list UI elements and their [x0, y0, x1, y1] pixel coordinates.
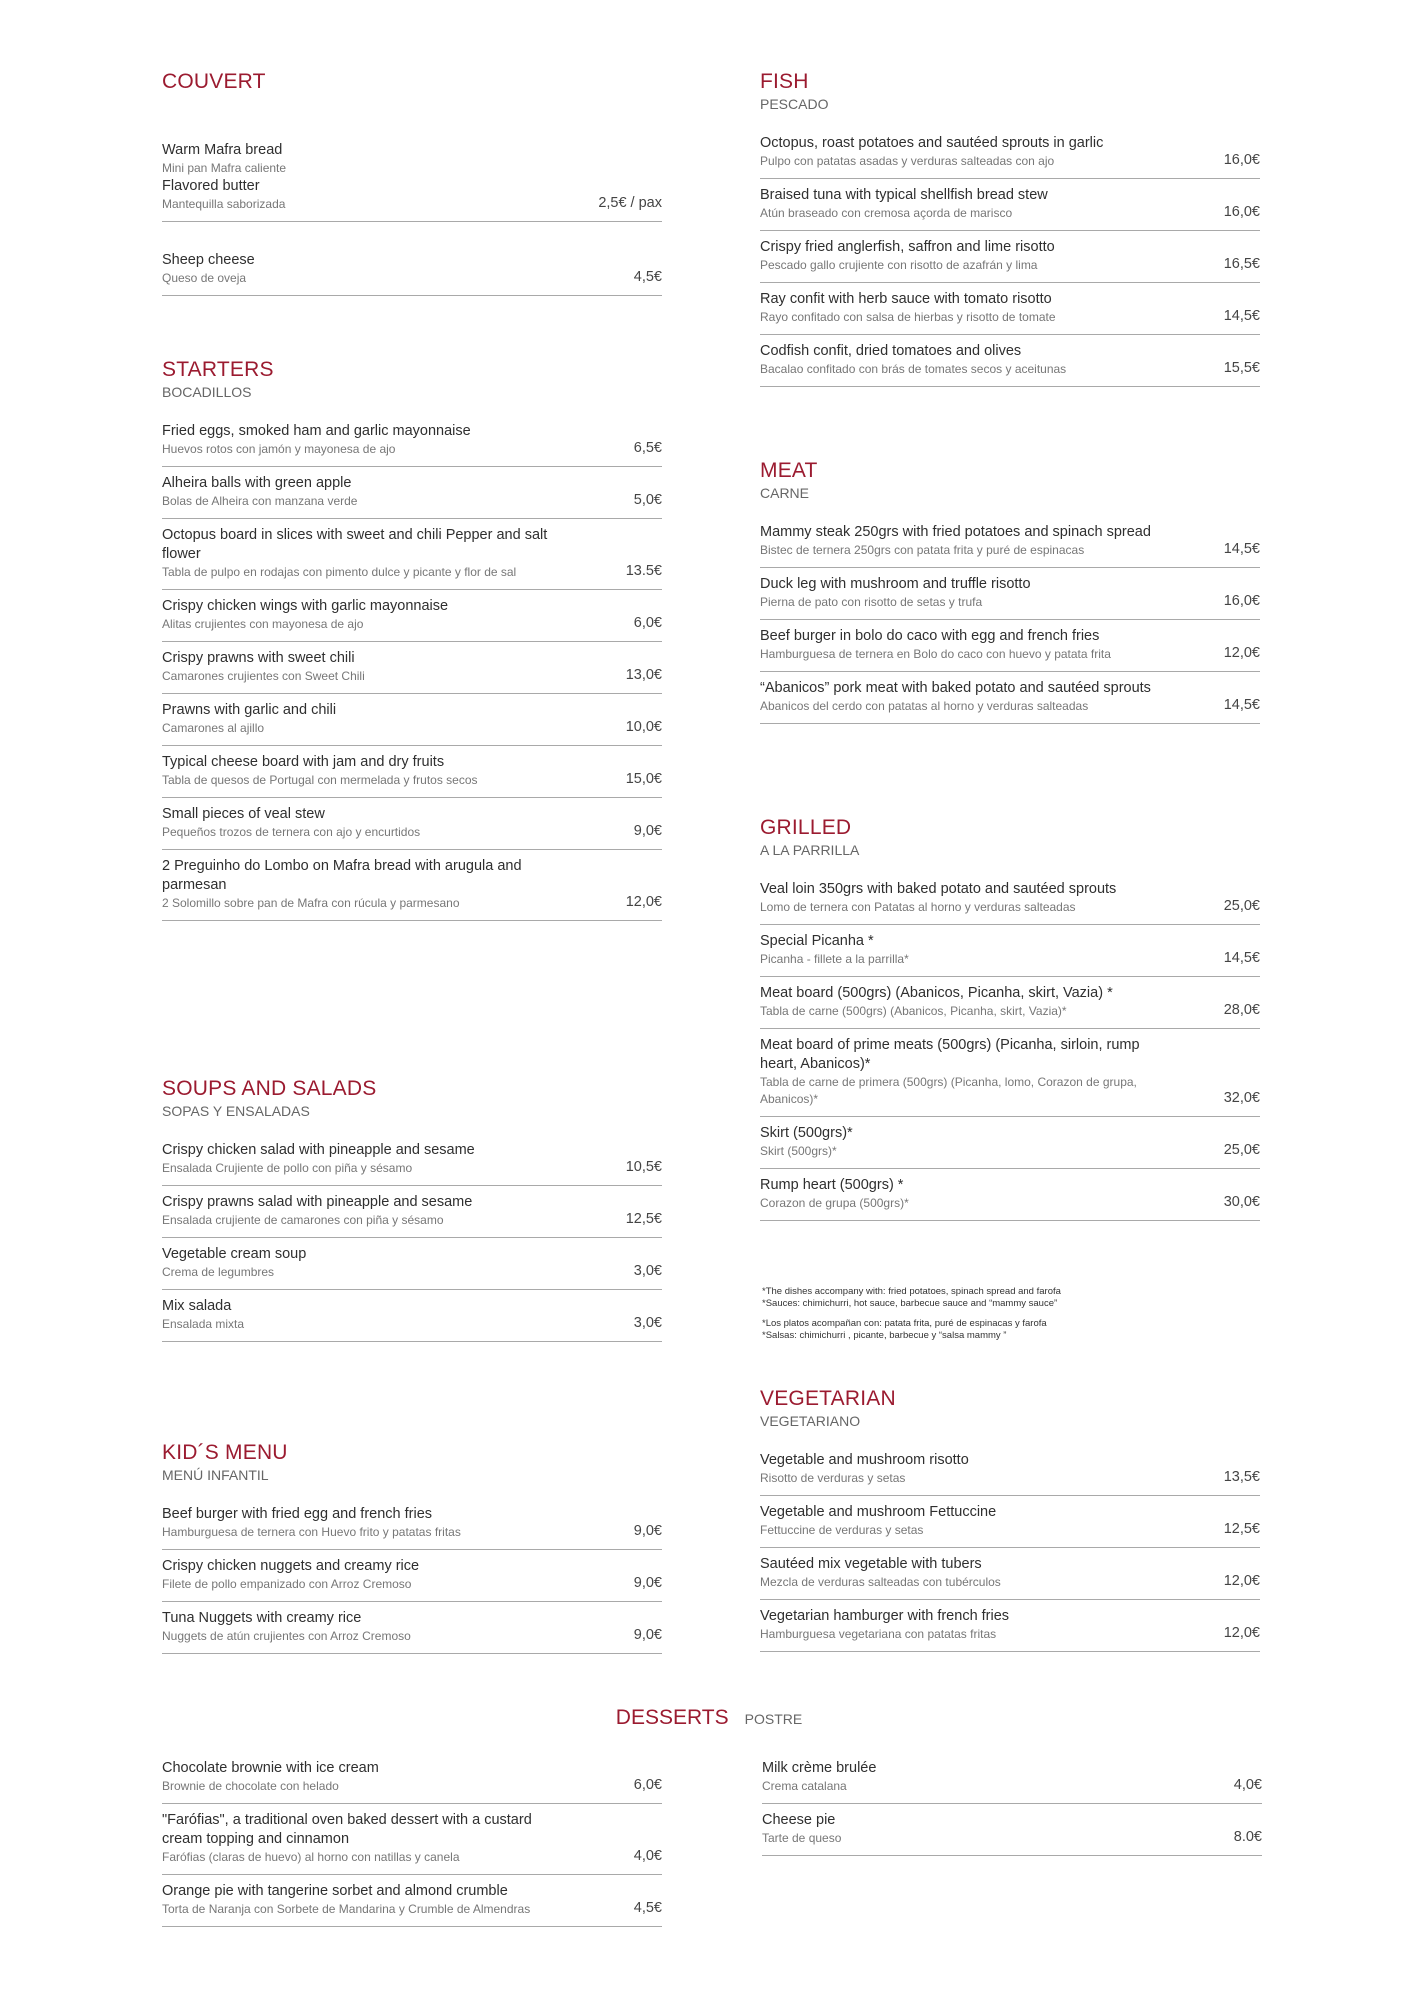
item-name: Beef burger with fried egg and french fries: [162, 1506, 433, 1522]
item-name: Sheep cheese: [162, 252, 255, 268]
section-fish: [760, 70, 1260, 387]
menu-item: [760, 672, 1260, 724]
section-title: MEAT: [760, 459, 818, 482]
item-price: 16,0€: [1223, 204, 1260, 220]
item-price: 14,5€: [1223, 950, 1260, 966]
item-translation: Bistec de ternera 250grs con patata frita y puré de espinacas: [760, 543, 1085, 557]
section-title: DESSERTS: [615, 1706, 729, 1729]
item-price: 25,0€: [1223, 898, 1260, 914]
menu-item: [760, 873, 1260, 925]
item-price: 16,5€: [1223, 256, 1260, 272]
item-price: 13.5€: [625, 563, 662, 579]
section-title: FISH: [760, 70, 809, 93]
section-subtitle: CARNE: [760, 485, 810, 501]
item-list: [760, 516, 1260, 724]
item-name: Typical cheese board with jam and dry fruits: [162, 754, 445, 770]
item-name: Octopus, roast potatoes and sautéed sprouts in garlic: [760, 135, 1104, 151]
item-translation: Torta de Naranja con Sorbete de Mandarina y Crumble de Almendras: [162, 1902, 531, 1916]
item-translation: Bolas de Alheira con manzana verde: [162, 494, 358, 508]
section-title: KID´S MENU: [162, 1441, 288, 1464]
section-desserts-header: [0, 1706, 1418, 1730]
item-name: Small pieces of veal stew: [162, 806, 325, 822]
menu-item: [760, 179, 1260, 231]
item-translation: Tabla de quesos de Portugal con mermelada y frutos secos: [162, 773, 478, 787]
item-list: [162, 1752, 662, 1927]
item-price: 10,5€: [625, 1159, 662, 1175]
item-translation: Nuggets de atún crujientes con Arroz Cremoso: [162, 1629, 411, 1643]
menu-item: [162, 1134, 662, 1186]
item-name: “Abanicos” pork meat with baked potato and sautéed sprouts: [760, 680, 1151, 696]
section-meat: [760, 459, 1260, 724]
item-translation: Farófias (claras de huevo) al horno con natillas y canela: [162, 1850, 460, 1864]
section-grilled: [760, 816, 1260, 1221]
item-translation: Fettuccine de verduras y setas: [760, 1523, 924, 1537]
item-price: 6,0€: [633, 615, 662, 631]
item-translation: Mezcla de verduras salteadas con tubérculos: [760, 1575, 1001, 1589]
item-list: [162, 1134, 662, 1342]
item-list: [162, 415, 662, 921]
item-translation: Ensalada Crujiente de pollo con piña y sésamo: [162, 1161, 413, 1175]
item-translation: Ensalada mixta: [162, 1317, 245, 1331]
item-price: 4,0€: [633, 1848, 662, 1864]
item-translation: Risotto de verduras y setas: [760, 1471, 906, 1485]
item-name: Crispy prawns with sweet chili: [162, 650, 355, 666]
section-subtitle: A LA PARRILLA: [760, 842, 860, 858]
menu-item: [760, 1029, 1260, 1117]
section-soups-salads: [162, 1077, 662, 1342]
item-name: Vegetable and mushroom Fettuccine: [760, 1504, 997, 1520]
item-price: 12,5€: [1223, 1521, 1260, 1537]
item-name: Crispy fried anglerfish, saffron and lime risotto: [760, 239, 1055, 255]
desserts-left: [162, 1752, 662, 1927]
menu-item: [162, 694, 662, 746]
menu-item: [162, 519, 662, 590]
section-kids-menu: [162, 1441, 662, 1654]
item-name: "Farófias", a traditional oven baked dessert with a custard cream topping and cinnamon: [162, 1812, 532, 1847]
menu-item: [162, 1290, 662, 1342]
section-subtitle: PESCADO: [760, 96, 829, 112]
menu-item: [162, 1186, 662, 1238]
section-couvert: [162, 70, 662, 296]
menu-item: [162, 1238, 662, 1290]
item-name: Vegetable cream soup: [162, 1246, 307, 1262]
item-name: Meat board of prime meats (500grs) (Picanha, sirloin, rump heart, Abanicos)*: [760, 1037, 1140, 1072]
item-price: 16,0€: [1223, 152, 1260, 168]
item-price: 2,5€ / pax: [598, 195, 662, 211]
item-name: Mix salada: [162, 1298, 232, 1314]
item-name: Vegetarian hamburger with french fries: [760, 1608, 1010, 1624]
item-price: 3,0€: [633, 1263, 662, 1279]
item-list: [760, 127, 1260, 387]
section-title: VEGETARIAN: [760, 1387, 896, 1410]
item-name: Crispy chicken wings with garlic mayonnaise: [162, 598, 449, 614]
item-name: Veal loin 350grs with baked potato and sautéed sprouts: [760, 881, 1117, 897]
item-translation: Skirt (500grs)*: [760, 1144, 837, 1158]
item-price: 6,5€: [633, 440, 662, 456]
item-price: 13,0€: [625, 667, 662, 683]
item-name: Alheira balls with green apple: [162, 475, 352, 491]
section-subtitle: VEGETARIANO: [760, 1413, 861, 1429]
menu-item: [162, 134, 662, 222]
item-translation: Camarones al ajillo: [162, 721, 265, 735]
item-price: 6,0€: [633, 1777, 662, 1793]
item-price: 25,0€: [1223, 1142, 1260, 1158]
item-name: Orange pie with tangerine sorbet and almond crumble: [162, 1883, 508, 1899]
menu-item: [760, 231, 1260, 283]
item-name: Fried eggs, smoked ham and garlic mayonnaise: [162, 423, 471, 439]
item-translation: 2 Solomillo sobre pan de Mafra con rúcula y parmesano: [162, 896, 460, 910]
menu-item: [162, 1752, 662, 1804]
section-starters: [162, 358, 662, 921]
item-price: 9,0€: [633, 1627, 662, 1643]
item-translation: Filete de pollo empanizado con Arroz Cremoso: [162, 1577, 412, 1591]
menu-item: [760, 568, 1260, 620]
item-name: Ray confit with herb sauce with tomato risotto: [760, 291, 1052, 307]
item-name: Crispy prawns salad with pineapple and sesame: [162, 1194, 473, 1210]
item-price: 14,5€: [1223, 697, 1260, 713]
menu-item: [760, 977, 1260, 1029]
menu-item: [162, 467, 662, 519]
menu-item: [760, 516, 1260, 568]
item-translation: Pierna de pato con risotto de setas y trufa: [760, 595, 983, 609]
item-price: 9,0€: [633, 823, 662, 839]
item-translation: Lomo de ternera con Patatas al horno y verduras salteadas: [760, 900, 1076, 914]
note-line: *Sauces: chimichurri, hot sauce, barbecue sauce and “mammy sauce”: [762, 1298, 1058, 1309]
grilled-notes: [762, 1286, 1242, 1342]
item-name: Warm Mafra bread: [162, 142, 283, 158]
item-price: 9,0€: [633, 1575, 662, 1591]
section-subtitle: POSTRE: [744, 1711, 803, 1727]
menu-item: [760, 1496, 1260, 1548]
item-price: 8.0€: [1233, 1829, 1262, 1845]
note-line: *Los platos acompañan con: patata frita, puré de espinacas y farofa: [762, 1318, 1047, 1329]
item-name: Rump heart (500grs) *: [760, 1177, 904, 1193]
menu-item: [760, 1600, 1260, 1652]
menu-item: [162, 642, 662, 694]
item-translation: Huevos rotos con jamón y mayonesa de ajo: [162, 442, 396, 456]
item-name: Cheese pie: [762, 1812, 836, 1828]
item-translation: Mantequilla saborizada: [162, 197, 286, 211]
item-price: 15,0€: [625, 771, 662, 787]
menu-item: [162, 1550, 662, 1602]
item-price: 4,5€: [633, 269, 662, 285]
item-translation: Corazon de grupa (500grs)*: [760, 1196, 909, 1210]
item-name: Codfish confit, dried tomatoes and olives: [760, 343, 1022, 359]
menu-item: [162, 1498, 662, 1550]
item-name: Mammy steak 250grs with fried potatoes and spinach spread: [760, 524, 1151, 540]
menu-item: [162, 850, 662, 921]
item-price: 4,5€: [633, 1900, 662, 1916]
item-translation: Brownie de chocolate con helado: [162, 1779, 339, 1793]
item-translation: Hamburguesa de ternera con Huevo frito y patatas fritas: [162, 1525, 461, 1539]
item-list: [760, 873, 1260, 1221]
item-price: 32,0€: [1223, 1090, 1260, 1106]
note-line: *Salsas: chimichurri , picante, barbecue y “salsa mammy ”: [762, 1330, 1007, 1341]
item-translation: Tarte de queso: [762, 1831, 842, 1845]
item-name: 2 Preguinho do Lombo on Mafra bread with arugula and parmesan: [162, 858, 522, 893]
item-translation: Rayo confitado con salsa de hierbas y risotto de tomate: [760, 310, 1056, 324]
item-name: Skirt (500grs)*: [760, 1125, 853, 1141]
menu-item: [162, 415, 662, 467]
item-translation: Camarones crujientes con Sweet Chili: [162, 669, 365, 683]
item-translation: Pescado gallo crujiente con risotto de azafrán y lima: [760, 258, 1038, 272]
item-price: 9,0€: [633, 1523, 662, 1539]
menu-item: [162, 1804, 662, 1875]
menu-item: [760, 283, 1260, 335]
item-translation: Ensalada crujiente de camarones con piña y sésamo: [162, 1213, 444, 1227]
item-translation: Pulpo con patatas asadas y verduras salteadas con ajo: [760, 154, 1055, 168]
item-price: 10,0€: [625, 719, 662, 735]
item-name: Crispy chicken nuggets and creamy rice: [162, 1558, 420, 1574]
item-price: 13,5€: [1223, 1469, 1260, 1485]
section-subtitle: MENÚ INFANTIL: [162, 1467, 269, 1483]
item-name: Octopus board in slices with sweet and chili Pepper and salt flower: [162, 527, 548, 562]
menu-item: [760, 1548, 1260, 1600]
item-translation: Crema de legumbres: [162, 1265, 275, 1279]
section-title: STARTERS: [162, 358, 274, 381]
item-translation: Tabla de carne de primera (500grs) (Picanha, lomo, Corazon de grupa, Abanicos)*: [760, 1075, 1137, 1106]
item-price: 12,0€: [1223, 645, 1260, 661]
item-name: Special Picanha *: [760, 933, 874, 949]
section-vegetarian: [760, 1387, 1260, 1652]
item-translation: Picanha - fillete a la parrilla*: [760, 952, 909, 966]
item-translation: Hamburguesa de ternera en Bolo do caco con huevo y patata frita: [760, 647, 1111, 661]
item-translation: Alitas crujientes con mayonesa de ajo: [162, 617, 364, 631]
item-price: 16,0€: [1223, 593, 1260, 609]
item-name: Flavored butter: [162, 178, 260, 194]
item-name: Sautéed mix vegetable with tubers: [760, 1556, 982, 1572]
item-price: 30,0€: [1223, 1194, 1260, 1210]
item-price: 4,0€: [1233, 1777, 1262, 1793]
menu-item: [760, 1169, 1260, 1221]
item-name: Duck leg with mushroom and truffle risotto: [760, 576, 1031, 592]
item-translation: Atún braseado con cremosa açorda de marisco: [760, 206, 1013, 220]
section-title: SOUPS AND SALADS: [162, 1077, 377, 1100]
menu-item: [760, 1117, 1260, 1169]
item-name: Milk crème brulée: [762, 1760, 877, 1776]
item-name: Crispy chicken salad with pineapple and sesame: [162, 1142, 475, 1158]
item-translation: Mini pan Mafra caliente: [162, 161, 287, 175]
item-translation: Queso de oveja: [162, 271, 247, 285]
desserts-right: [762, 1752, 1262, 1856]
menu-item: [162, 590, 662, 642]
item-translation: Tabla de carne (500grs) (Abanicos, Picanha, skirt, Vazia)*: [760, 1004, 1067, 1018]
menu-item: [162, 1602, 662, 1654]
menu-item: [762, 1752, 1262, 1804]
menu-item: [162, 746, 662, 798]
menu-item: [760, 925, 1260, 977]
item-name: Prawns with garlic and chili: [162, 702, 337, 718]
item-translation: Crema catalana: [762, 1779, 847, 1793]
item-translation: Tabla de pulpo en rodajas con pimento dulce y picante y flor de sal: [162, 565, 517, 579]
item-name: Meat board (500grs) (Abanicos, Picanha, skirt, Vazia) *: [760, 985, 1113, 1001]
item-price: 28,0€: [1223, 1002, 1260, 1018]
item-price: 14,5€: [1223, 541, 1260, 557]
item-name: Tuna Nuggets with creamy rice: [162, 1610, 362, 1626]
item-price: 12,0€: [625, 894, 662, 910]
item-price: 12,5€: [625, 1211, 662, 1227]
item-name: Beef burger in bolo do caco with egg and french fries: [760, 628, 1100, 644]
menu-item: [762, 1804, 1262, 1856]
item-price: 5,0€: [633, 492, 662, 508]
menu-item: [760, 1444, 1260, 1496]
item-price: 12,0€: [1223, 1573, 1260, 1589]
item-price: 12,0€: [1223, 1625, 1260, 1641]
item-list: [162, 1498, 662, 1654]
item-translation: Pequeños trozos de ternera con ajo y encurtidos: [162, 825, 421, 839]
menu-item: [760, 127, 1260, 179]
section-title: COUVERT: [162, 70, 266, 93]
note-line: *The dishes accompany with: fried potatoes, spinach spread and farofa: [762, 1286, 1061, 1297]
item-translation: Bacalao confitado con brás de tomates secos y aceitunas: [760, 362, 1067, 376]
section-subtitle: SOPAS Y ENSALADAS: [162, 1103, 310, 1119]
item-list: [760, 1444, 1260, 1652]
item-price: 14,5€: [1223, 308, 1260, 324]
item-price: 3,0€: [633, 1315, 662, 1331]
section-subtitle: BOCADILLOS: [162, 384, 252, 400]
menu-item: [760, 620, 1260, 672]
item-name: Vegetable and mushroom risotto: [760, 1452, 969, 1468]
item-translation: Hamburguesa vegetariana con patatas fritas: [760, 1627, 997, 1641]
item-translation: Abanicos del cerdo con patatas al horno y verduras salteadas: [760, 699, 1089, 713]
item-list: [762, 1752, 1262, 1856]
menu-item: [760, 335, 1260, 387]
item-name: Chocolate brownie with ice cream: [162, 1760, 379, 1776]
menu-item: [162, 798, 662, 850]
item-name: Braised tuna with typical shellfish bread stew: [760, 187, 1048, 203]
section-title: GRILLED: [760, 816, 852, 839]
menu-item: [162, 1875, 662, 1927]
menu-item: [162, 244, 662, 296]
item-price: 15,5€: [1223, 360, 1260, 376]
